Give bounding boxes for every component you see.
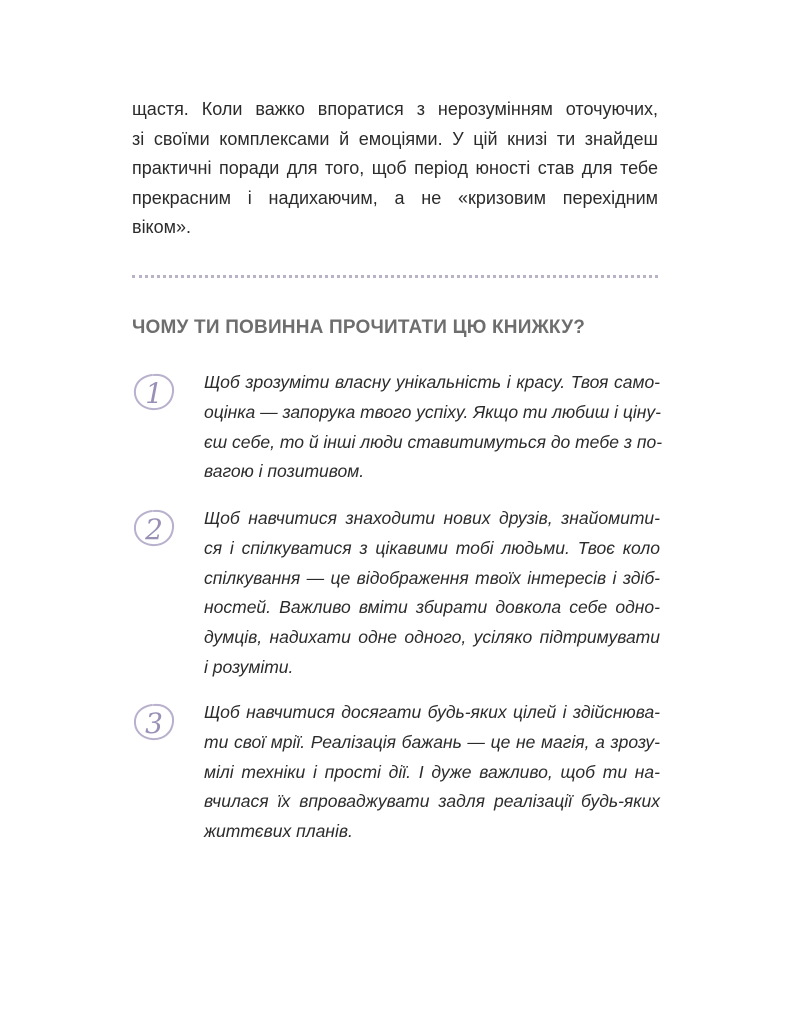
intro-paragraph — [132, 95, 658, 243]
item-line: спілкування — це відображення твоїх інтересів і здіб- — [204, 567, 660, 588]
intro-line: віком». — [132, 217, 192, 237]
intro-line: прекрасним і надихаючим, а не «кризовим перехідним — [132, 187, 658, 208]
item-line: ностей. Важливо вміти збирати довкола себе одно- — [204, 597, 660, 618]
item-line: Щоб навчитися досягати будь-яких цілей і здійснюва- — [204, 702, 660, 722]
item-line: життєвих планів. — [204, 821, 353, 842]
intro-line: практичні поради для того, щоб період юності став для тебе — [132, 158, 658, 178]
item-line: єш себе, то й інші люди ставитимуться до тебе з по- — [204, 431, 663, 452]
item-line: ся і спілкуватися з цікавими тобі людьми. Твоє коло — [204, 537, 660, 558]
item-line: мілі техніки і прості дії. І дуже важливо, щоб ти на- — [204, 761, 660, 782]
number-badge-icon — [130, 700, 178, 744]
item-line: вчилася їх впроваджувати задля реалізації будь-яких — [204, 791, 660, 812]
item-line: вагою і позитивом. — [204, 461, 365, 482]
item-line: ти свої мрії. Реалізація бажань — це не магія, а зрозу- — [204, 731, 660, 752]
item-text — [204, 504, 660, 683]
item-line: оцінка — запорука твого успіху. Якщо ти любиш і ціну- — [204, 401, 661, 422]
badge-number: 1 — [145, 377, 163, 410]
item-line: Щоб навчитися знаходити нових друзів, знайомити- — [204, 508, 660, 528]
item-line: думців, надихати одне одного, усіляко підтримувати — [204, 627, 660, 648]
section-heading: ЧОМУ ТИ ПОВИННА ПРОЧИТАТИ ЦЮ КНИЖКУ? — [132, 317, 586, 338]
item-text — [204, 368, 663, 487]
badge-number: 3 — [145, 707, 163, 740]
item-line: Щоб зрозуміти власну унікальність і красу. Твоя само- — [204, 372, 660, 392]
intro-line: зі своїми комплексами й емоціями. У цій книзі ти знайдеш — [132, 128, 658, 149]
item-line: і розуміти. — [204, 656, 294, 677]
number-badge-icon — [130, 370, 178, 414]
intro-line: щастя. Коли важко впоратися з нерозумінням оточуючих, — [132, 99, 658, 119]
number-badge-icon — [130, 506, 178, 550]
dotted-divider — [132, 275, 658, 278]
badge-number: 2 — [145, 513, 163, 546]
item-text — [204, 698, 660, 847]
